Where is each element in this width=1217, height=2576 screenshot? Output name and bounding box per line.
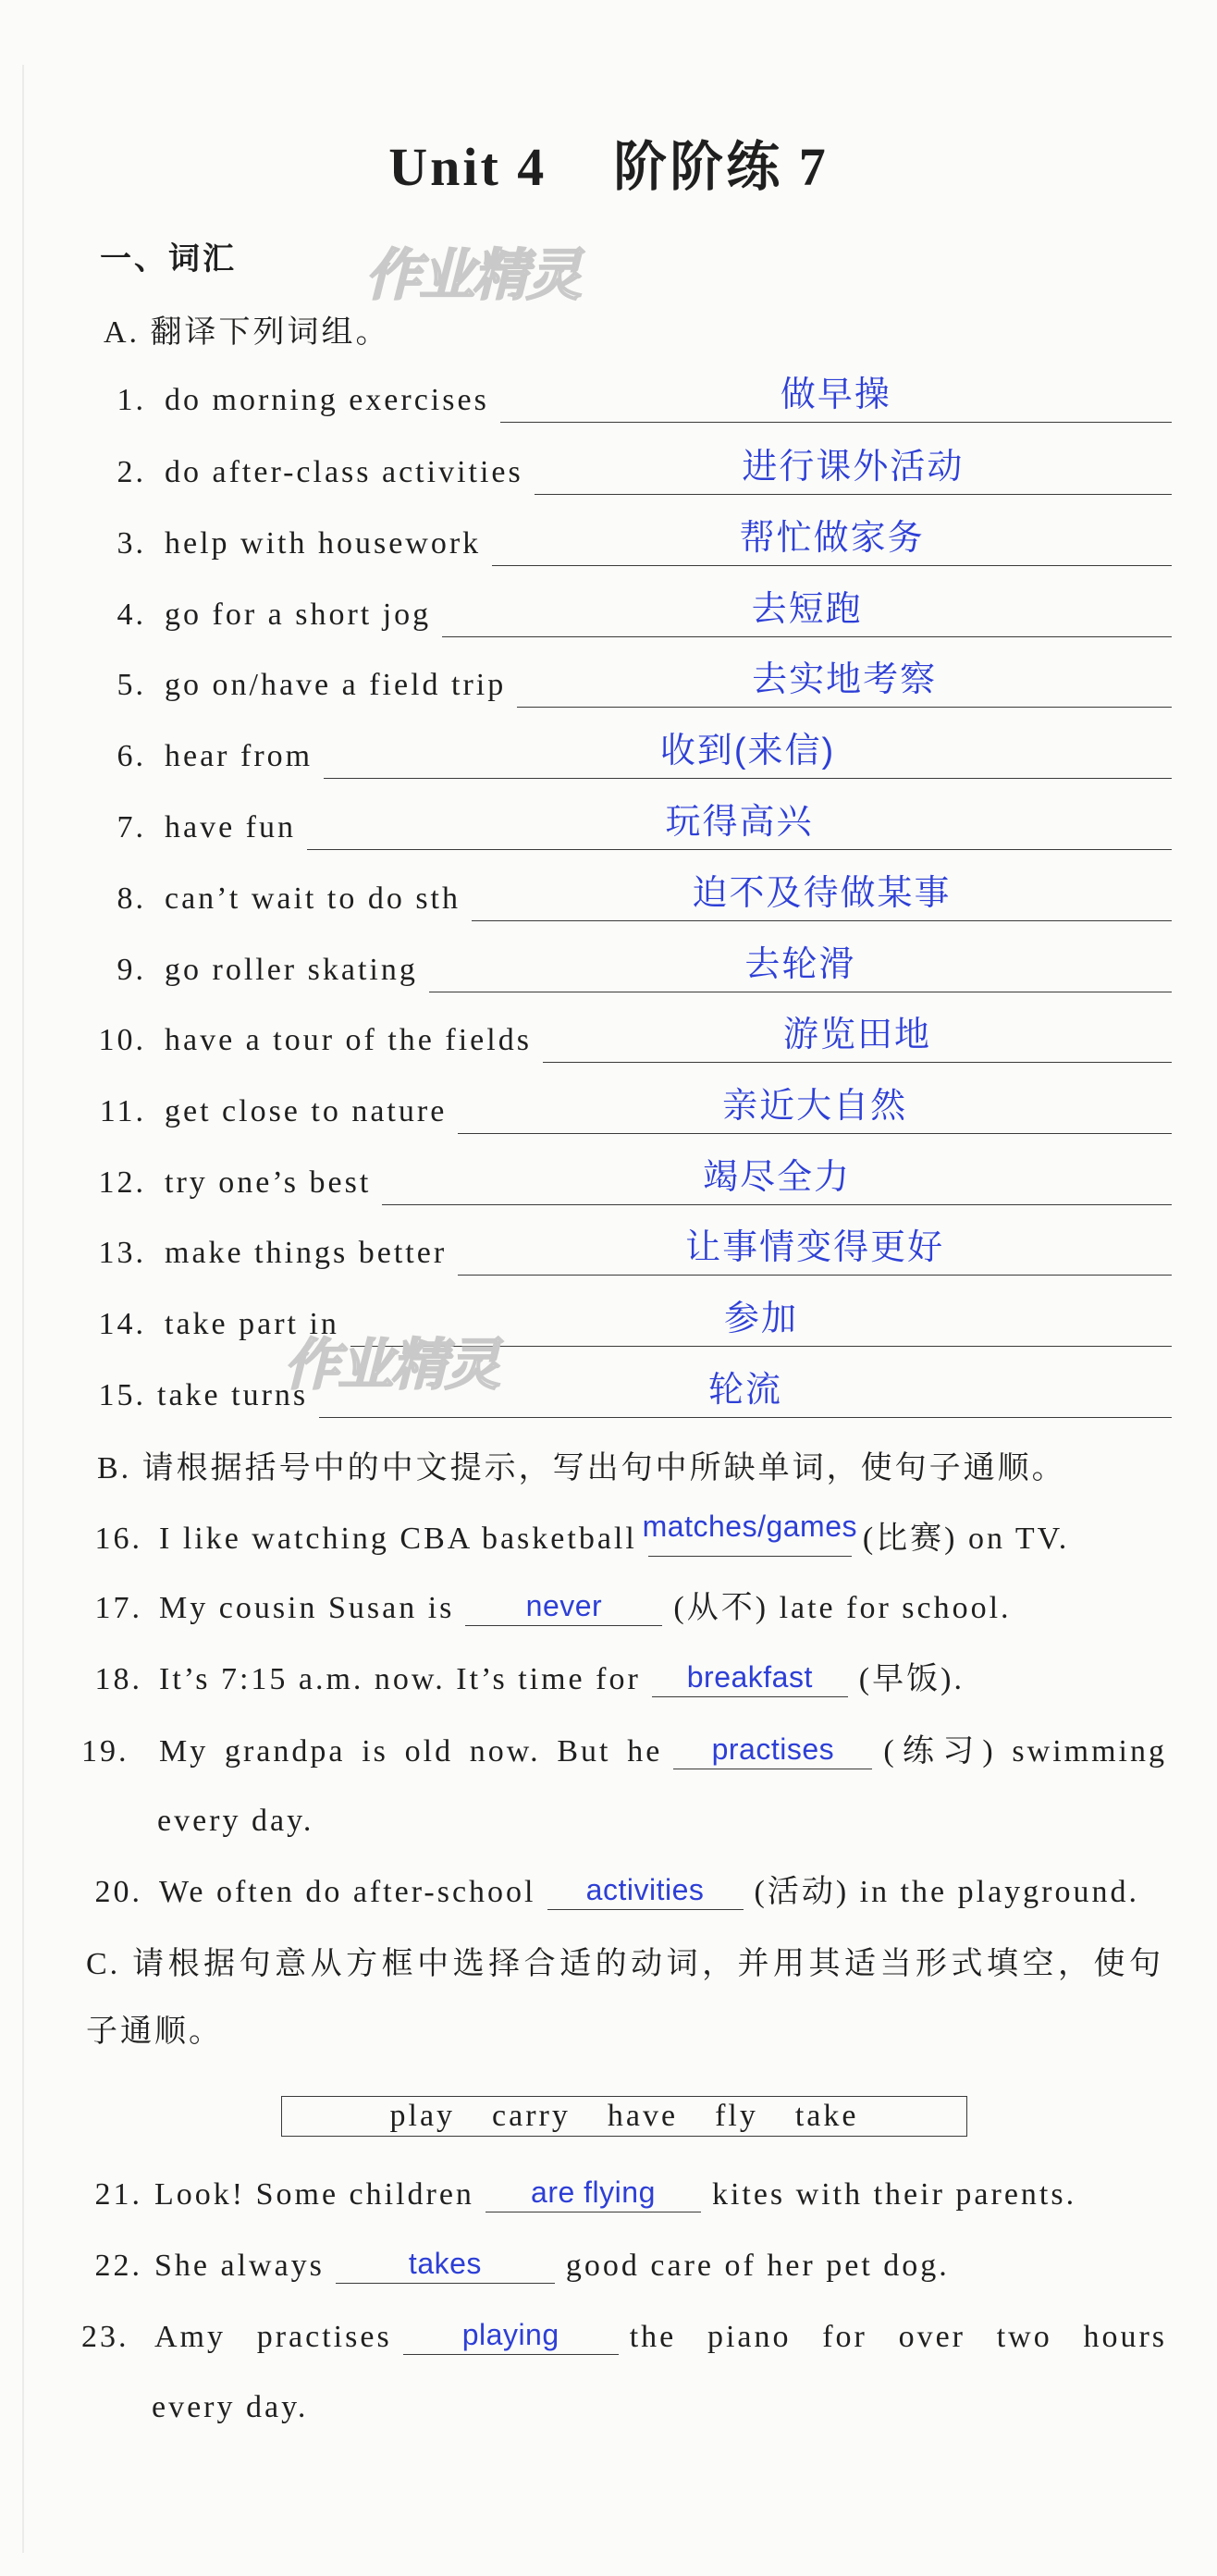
- handwritten-answer: 参加: [723, 1300, 798, 1338]
- item-number: 12.: [98, 1165, 146, 1200]
- handwritten-answer: 去轮滑: [744, 945, 856, 984]
- word-box: [281, 2096, 967, 2137]
- english-phrase: get close to nature: [165, 1094, 448, 1128]
- sentence-continuation: every day.: [157, 1804, 314, 1838]
- item-number: 23.: [81, 2320, 129, 2354]
- word-option: fly: [715, 2099, 758, 2133]
- answer-blank: [547, 1873, 744, 1910]
- sentence-before: Look! Some children: [154, 2177, 474, 2212]
- sentence-before: My grandpa is old now. But he: [159, 1734, 663, 1769]
- answer-line: [307, 804, 1172, 850]
- answer-line: [492, 520, 1172, 566]
- vocab-item: [81, 1017, 1172, 1065]
- fill-blank-item: [81, 1656, 1167, 1704]
- english-phrase: help with housework: [165, 526, 482, 561]
- handwritten-answer: practises: [711, 1732, 835, 1766]
- answer-line: [535, 449, 1172, 495]
- item-number: 16.: [94, 1522, 142, 1556]
- section-heading: 一、词汇: [100, 242, 237, 277]
- item-number: 13.: [98, 1236, 146, 1270]
- sentence-after: (活动) in the playground.: [754, 1875, 1140, 1909]
- sentence-after: (比赛) on TV.: [862, 1522, 1070, 1556]
- handwritten-answer: 亲近大自然: [722, 1087, 908, 1126]
- part-b-instruction: B. 请根据括号中的中文提示，写出句中所缺单词，使句子通顺。: [97, 1451, 1066, 1485]
- handwritten-answer: activities: [585, 1873, 705, 1906]
- word-option: play: [389, 2099, 456, 2133]
- fill-blank-item: [81, 2242, 1167, 2290]
- item-number: 3.: [117, 526, 146, 561]
- item-number: 19.: [81, 1734, 129, 1769]
- part-c-instruction: C. 请根据句意从方框中选择合适的动词，并用其适当形式填空，使句: [86, 1947, 1163, 1981]
- watermark: 作业精灵: [284, 1333, 498, 1398]
- vocab-item: [81, 376, 1172, 425]
- handwritten-answer: 竭尽全力: [703, 1158, 852, 1197]
- handwritten-answer: 游览田地: [782, 1016, 931, 1054]
- answer-line: [319, 1372, 1172, 1418]
- fill-blank-item: [81, 2313, 1167, 2361]
- vocab-item: [81, 520, 1172, 568]
- vocab-item: [81, 733, 1172, 781]
- sentence-after: (从不) late for school.: [673, 1591, 1012, 1625]
- answer-line: [442, 591, 1172, 637]
- word-option: carry: [492, 2099, 571, 2133]
- handwritten-answer: 做早操: [780, 376, 891, 414]
- answer-line: [458, 1229, 1172, 1276]
- vocab-item: [81, 1088, 1172, 1136]
- english-phrase: take part in: [165, 1307, 339, 1341]
- sentence-before: I like watching CBA basketball: [159, 1522, 637, 1556]
- page-edge: [22, 65, 24, 2553]
- english-phrase: do morning exercises: [165, 383, 489, 417]
- sentence-after: good care of her pet dog.: [565, 2249, 950, 2283]
- english-phrase: can’t wait to do sth: [165, 881, 461, 916]
- english-phrase: go on/have a field trip: [165, 668, 507, 702]
- title-unit: Unit 4: [388, 137, 547, 197]
- handwritten-answer: 玩得高兴: [665, 803, 814, 842]
- fill-blank-item: [81, 1510, 1167, 1563]
- item-number: 9.: [117, 953, 146, 987]
- page-title: [0, 135, 1217, 200]
- item-number: 10.: [98, 1023, 146, 1057]
- english-phrase: have fun: [165, 810, 297, 844]
- item-number: 1.: [117, 383, 146, 417]
- sentence-continuation: every day.: [152, 2390, 309, 2424]
- fill-blank-item: [81, 1868, 1167, 1917]
- answer-blank: [652, 1660, 848, 1697]
- item-number: 21.: [94, 2177, 142, 2212]
- handwritten-answer: 轮流: [708, 1371, 783, 1410]
- sentence-before: She always: [154, 2249, 325, 2283]
- answer-line: [517, 661, 1172, 708]
- english-phrase: go for a short jog: [165, 598, 432, 632]
- vocab-item: [81, 1300, 1172, 1349]
- english-phrase: hear from: [165, 739, 313, 773]
- answer-blank: [465, 1589, 662, 1626]
- item-number: 18.: [94, 1662, 142, 1696]
- english-phrase: do after-class activities: [165, 455, 523, 489]
- vocab-item: [81, 449, 1172, 497]
- answer-blank: [673, 1732, 872, 1769]
- vocab-item: [81, 804, 1172, 852]
- item-number: 2.: [117, 455, 146, 489]
- fill-blank-item: [81, 1584, 1167, 1633]
- handwritten-answer: 收到(来信): [659, 732, 836, 770]
- english-phrase: go roller skating: [165, 953, 418, 987]
- handwritten-answer: matches/games: [642, 1510, 857, 1543]
- vocab-item: [81, 1159, 1172, 1207]
- handwritten-answer: 进行课外活动: [742, 448, 965, 487]
- item-number: 4.: [117, 598, 146, 632]
- vocab-item: [81, 875, 1172, 923]
- title-name: 阶阶练 7: [613, 137, 829, 197]
- answer-line: [382, 1159, 1172, 1205]
- watermark: 作业精灵: [365, 243, 580, 308]
- item-number: 11.: [99, 1094, 146, 1128]
- sentence-before: Amy practises: [154, 2320, 392, 2354]
- handwritten-answer: takes: [408, 2247, 482, 2280]
- handwritten-answer: 让事情变得更好: [685, 1228, 945, 1267]
- answer-line: [324, 733, 1172, 779]
- sentence-after: kites with their parents.: [711, 2177, 1077, 2212]
- item-number: 20.: [94, 1875, 142, 1909]
- handwritten-answer: never: [525, 1589, 603, 1622]
- sentence-after: (早饭).: [858, 1662, 965, 1696]
- english-phrase: try one’s best: [165, 1165, 372, 1200]
- vocab-item: [81, 661, 1172, 709]
- fill-blank-item: [81, 1728, 1167, 1776]
- sentence-after: the piano for over two hours: [629, 2320, 1168, 2354]
- item-number: 7.: [117, 810, 146, 844]
- item-number: 14.: [98, 1307, 146, 1341]
- handwritten-answer: breakfast: [686, 1660, 813, 1694]
- answer-line: [472, 875, 1172, 921]
- item-number: 22.: [94, 2249, 142, 2283]
- answer-line: [458, 1088, 1172, 1134]
- handwritten-answer: 去实地考察: [752, 660, 938, 699]
- english-phrase: have a tour of the fields: [165, 1023, 532, 1057]
- answer-blank: [642, 1510, 857, 1557]
- item-number: 17.: [94, 1591, 142, 1625]
- fill-blank-item: [81, 2171, 1167, 2219]
- handwritten-answer: 迫不及待做某事: [692, 874, 952, 913]
- sentence-before: My cousin Susan is: [159, 1591, 455, 1625]
- answer-line: [350, 1300, 1172, 1347]
- handwritten-answer: 去短跑: [751, 590, 863, 629]
- answer-blank: [403, 2318, 619, 2355]
- handwritten-answer: playing: [461, 2318, 559, 2351]
- english-phrase: take turns: [157, 1378, 309, 1412]
- vocab-item: [81, 1372, 1172, 1420]
- item-number: 5.: [117, 668, 146, 702]
- answer-line: [543, 1017, 1172, 1063]
- answer-blank: [486, 2175, 701, 2212]
- answer-line: [429, 946, 1172, 992]
- english-phrase: make things better: [165, 1236, 448, 1270]
- sentence-before: It’s 7:15 a.m. now. It’s time for: [159, 1662, 641, 1696]
- answer-blank: [336, 2247, 555, 2284]
- item-number: 8.: [117, 881, 146, 916]
- vocab-item: [81, 946, 1172, 994]
- handwritten-answer: 帮忙做家务: [739, 519, 925, 558]
- part-c-instruction-cont: 子通顺。: [86, 2015, 223, 2049]
- word-option: take: [794, 2099, 859, 2133]
- sentence-after: (练习) swimming: [883, 1734, 1168, 1769]
- word-option: have: [607, 2099, 679, 2133]
- handwritten-answer: are flying: [531, 2175, 656, 2209]
- vocab-item: [81, 1229, 1172, 1277]
- item-number: 15.: [98, 1378, 146, 1412]
- vocab-item: [81, 591, 1172, 639]
- part-a-instruction: A. 翻译下列词组。: [104, 315, 390, 350]
- answer-line: [500, 376, 1172, 423]
- item-number: 6.: [117, 739, 146, 773]
- sentence-before: We often do after-school: [159, 1875, 536, 1909]
